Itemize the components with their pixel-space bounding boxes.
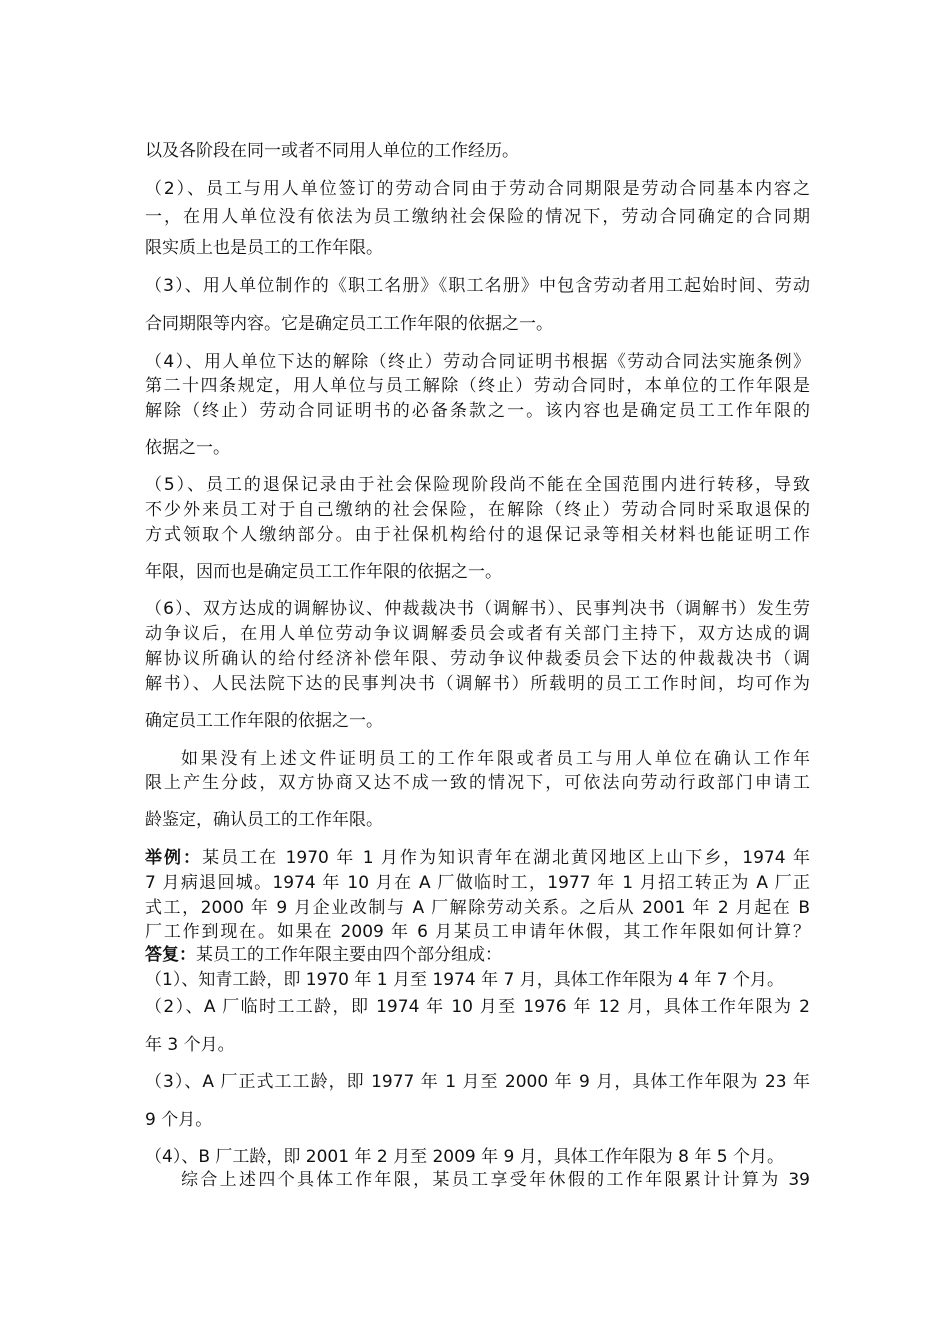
- text-line: 确定员工工作年限的依据之一。: [145, 711, 383, 731]
- text-line: 第二十四条规定，用人单位与员工解除（终止）劳动合同时，本单位的工作年限是: [145, 376, 810, 396]
- text-line: 年限，因而也是确定员工工作年限的依据之一。: [145, 562, 502, 582]
- text-line: （3）、A 厂正式工工龄，即 1977 年 1 月至 2000 年 9 月，具体工作年限为 23 年: [145, 1072, 810, 1092]
- text-line: 解协议所确认的给付经济补偿年限、劳动争议仲裁委员会下达的仲裁裁决书（调: [145, 649, 810, 669]
- text-line: 合同期限等内容。它是确定员工工作年限的依据之一。: [145, 314, 553, 334]
- text-line: 解除（终止）劳动合同证明书的必备条款之一。该内容也是确定员工工作年限的: [145, 401, 810, 421]
- text-line: 解书）、人民法院下达的民事判决书（调解书）所载明的员工工作时间，均可作为: [145, 674, 810, 694]
- text-line: 7 月病退回城。1974 年 10 月在 A 厂做临时工，1977 年 1 月招工转正为 A 厂正: [145, 873, 810, 893]
- example-line: [145, 846, 810, 870]
- text-line: 以及各阶段在同一或者不同用人单位的工作经历。: [145, 141, 519, 161]
- text-line: 年 3 个月。: [145, 1035, 235, 1055]
- text-line: 依据之一。: [145, 438, 230, 458]
- text-line: （4）、B 厂工龄，即 2001 年 2 月至 2009 年 9 月，具体工作年限为 8 年 5 个月。: [145, 1147, 785, 1167]
- text-line: 式工，2000 年 9 月企业改制与 A 厂解除劳动关系。之后从 2001 年 2 月起在 B: [145, 898, 810, 918]
- example-text: 某员工在 1970 年 1 月作为知识青年在湖北黄冈地区上山下乡，1974 年: [202, 848, 810, 868]
- text-line: 动争议后，在用人单位劳动争议调解委员会或者有关部门主持下，双方达成的调: [145, 624, 810, 644]
- text-line: 9 个月。: [145, 1110, 213, 1130]
- text-line: 方式领取个人缴纳部分。由于社保机构给付的退保记录等相关材料也能证明工作: [145, 525, 810, 545]
- text-line: 限上产生分歧，双方协商又达不成一致的情况下，可依法向劳动行政部门申请工: [145, 773, 810, 793]
- text-line: 综合上述四个具体工作年限，某员工享受年休假的工作年限累计计算为 39: [181, 1170, 810, 1190]
- text-line: 不少外来员工对于自己缴纳的社会保险，在解除（终止）劳动合同时采取退保的: [145, 500, 810, 520]
- text-line: 如果没有上述文件证明员工的工作年限或者员工与用人单位在确认工作年: [181, 749, 810, 769]
- text-line: 限实质上也是员工的工作年限。: [145, 238, 383, 258]
- answer-text: 某员工的工作年限主要由四个部分组成：: [196, 945, 502, 965]
- text-line: （4）、用人单位下达的解除（终止）劳动合同证明书根据《劳动合同法实施条例》: [145, 352, 810, 372]
- answer-label: 答复：: [145, 945, 196, 965]
- answer-line: [145, 943, 810, 967]
- text-line: 厂工作到现在。如果在 2009 年 6 月某员工申请年休假，其工作年限如何计算？: [145, 922, 810, 942]
- text-line: （1）、知青工龄，即 1970 年 1 月至 1974 年 7 月，具体工作年限为 4 年 7 个月。: [145, 970, 784, 990]
- example-label: 举例：: [145, 848, 203, 868]
- text-line: （2）、员工与用人单位签订的劳动合同由于劳动合同期限是劳动合同基本内容之: [145, 179, 810, 199]
- text-line: （5）、员工的退保记录由于社会保险现阶段尚不能在全国范围内进行转移，导致: [145, 475, 810, 495]
- text-line: （3）、用人单位制作的《职工名册》《职工名册》中包含劳动者用工起始时间、劳动: [145, 276, 810, 296]
- text-line: 龄鉴定，确认员工的工作年限。: [145, 810, 383, 830]
- document-page: [145, 0, 810, 1344]
- text-line: 一，在用人单位没有依法为员工缴纳社会保险的情况下，劳动合同确定的合同期: [145, 207, 810, 227]
- text-line: （2）、A 厂临时工工龄，即 1974 年 10 月至 1976 年 12 月，具体工作年限为 2: [145, 997, 810, 1017]
- text-line: （6）、双方达成的调解协议、仲裁裁决书（调解书）、民事判决书（调解书）发生劳: [145, 599, 810, 619]
